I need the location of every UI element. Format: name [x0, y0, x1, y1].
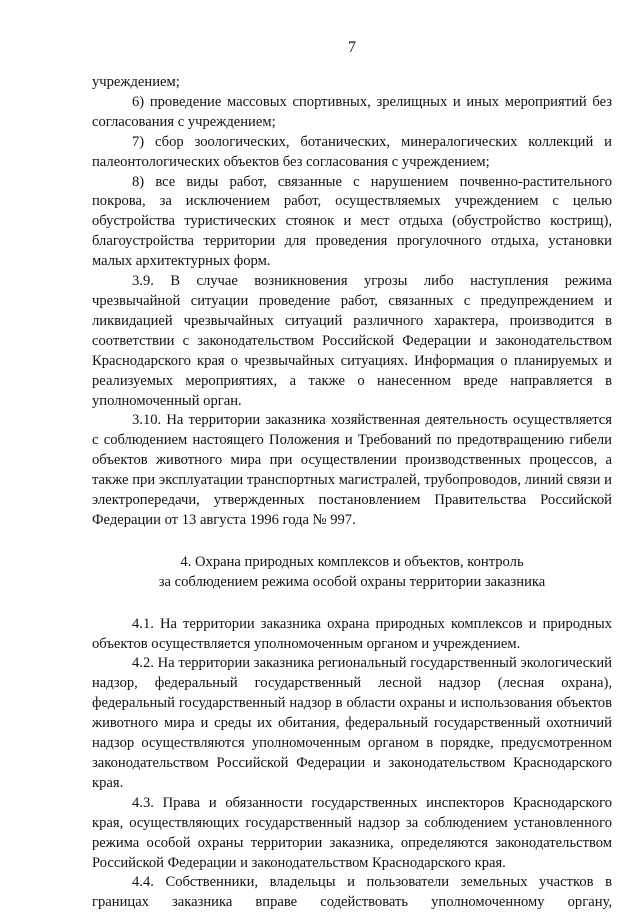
paragraph-4-4: 4.4. Собственники, владельцы и пользователи земельных участков в границах заказника вправе содействовать уполномоченному органу, [92, 874, 612, 911]
section-heading-line-2: за соблюдением режима особой охраны территории заказника [158, 573, 546, 590]
paragraphs-bottom [92, 615, 612, 913]
paragraph-item-6: 6) проведение массовых спортивных, зрелищных и иных мероприятий без согласования с учреждением; [92, 93, 612, 130]
document-page [92, 38, 612, 913]
paragraph-3-9: 3.9. В случае возникновения угрозы либо наступления режима чрезвычайной ситуации проведение работ, связанных с предупреждением и ликвидацией чрезвычайных ситуаций различного характера, производится в соответствии с законодательством Российской Федерации и законодательством Краснодарского края о чрезвычайных ситуациях. Информация о планируемых и реализуемых мероприятиях, а также о нанесенном вреде направляется в уполномоченный орган. [92, 273, 612, 409]
paragraph-continuation: учреждением; [92, 74, 180, 90]
paragraph-4-3: 4.3. Права и обязанности государственных инспекторов Краснодарского края, осуществляющих государственный надзор за соблюдением установленного режима особой охраны территории заказника, определяются законодательством Российской Федерации и законодательством Краснодарского края. [92, 794, 612, 871]
paragraph-item-8: 8) все виды работ, связанные с нарушением почвенно-растительного покрова, за исключением работ, осуществляемых учреждением с целью обустройства туристических стоянок и мест отдыха (обустройство кострищ), благоустройства территории для проведения прогулочного отдыха, установки малых архитектурных форм. [92, 173, 612, 270]
paragraph-3-10: 3.10. На территории заказника хозяйственная деятельность осуществляется с соблюдением настоящего Положения и Требований по предотвращению гибели объектов животного мира при осуществлении производственных процессов, а также при эксплуатации транспортных магистралей, трубопроводов, линий связи и электропередачи, утвержденных постановлением Правительства Российской Федерации от 13 августа 1996 года № 997. [92, 412, 612, 528]
section-heading-line-1: 4. Охрана природных комплексов и объектов, контроль [180, 553, 524, 570]
section-heading [92, 553, 612, 593]
page-number: 7 [348, 39, 356, 56]
paragraph-4-2: 4.2. На территории заказника региональный государственный экологический надзор, федеральный государственный лесной надзор (лесная охрана), федеральный государственный надзор в области охраны и использования объектов животного мира и среды их обитания, федеральный государственный охотничий надзор осуществляются уполномоченным органом в порядке, предусмотренном законодательством Российской Федерации и законодательством Краснодарского края. [92, 655, 612, 791]
paragraph-item-7: 7) сбор зоологических, ботанических, минералогических коллекций и палеонтологических объектов без согласования с учреждением; [92, 133, 612, 170]
paragraph-4-1: 4.1. На территории заказника охрана природных комплексов и природных объектов осуществляется уполномоченным органом и учреждением. [92, 615, 612, 652]
paragraphs-top [92, 73, 612, 531]
